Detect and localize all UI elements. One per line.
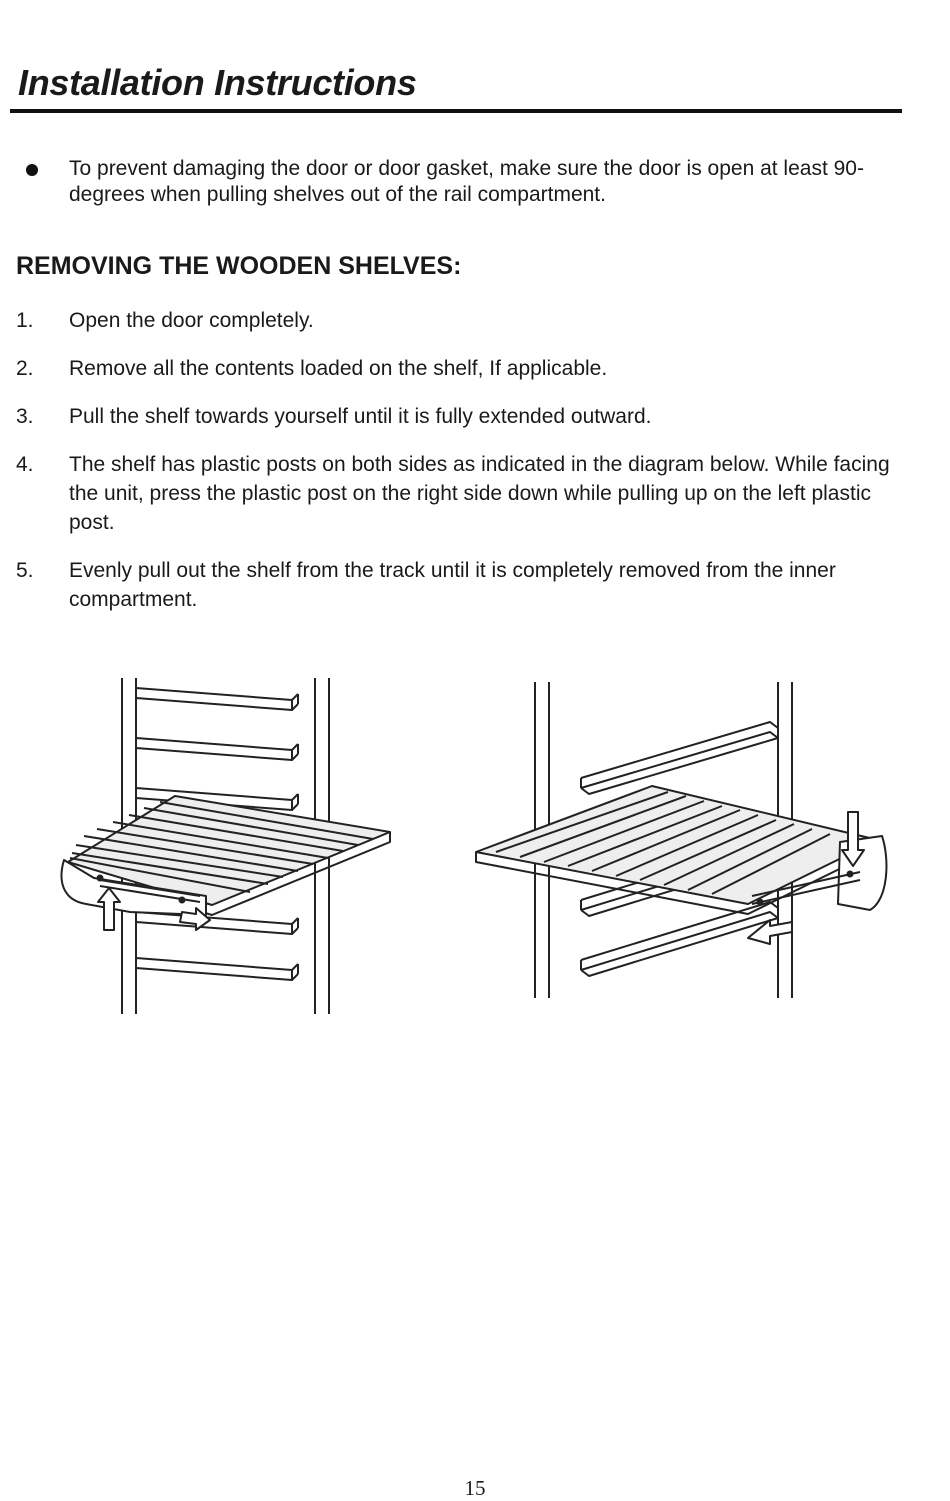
step-item [16, 556, 916, 614]
step-item [16, 402, 916, 431]
step-number: 1. [16, 309, 34, 332]
page-number: 15 [464, 1476, 486, 1500]
step-number: 3. [16, 405, 34, 428]
section-heading: REMOVING THE WOODEN SHELVES: [16, 252, 462, 280]
step-text: Open the door completely. [69, 309, 314, 332]
step-item [16, 354, 916, 383]
step-text: The shelf has plastic posts on both sides as indicated in the diagram below. While facing the unit, press the plastic post on the right side down while pulling up on the left plastic post. [69, 453, 890, 534]
step-number: 5. [16, 559, 34, 582]
title-rule [10, 109, 902, 113]
page-title: Installation Instructions [18, 62, 417, 103]
step-item [16, 306, 916, 335]
right-diagram [476, 682, 886, 998]
step-text: Remove all the contents loaded on the shelf, If applicable. [69, 357, 608, 380]
step-text: Pull the shelf towards yourself until it is fully extended outward. [69, 405, 652, 428]
left-diagram [62, 678, 390, 1014]
shelf-removal-diagram [55, 668, 915, 1020]
step-item [16, 450, 916, 537]
steps-list [16, 306, 916, 633]
step-number: 4. [16, 453, 34, 476]
note-text: To prevent damaging the door or door gasket, make sure the door is open at least 90-degrees when pulling shelves out of the rail compartment. [69, 157, 864, 206]
step-number: 2. [16, 357, 34, 380]
bullet-icon [26, 164, 38, 176]
step-text: Evenly pull out the shelf from the track until it is completely removed from the inner compartment. [69, 559, 836, 611]
